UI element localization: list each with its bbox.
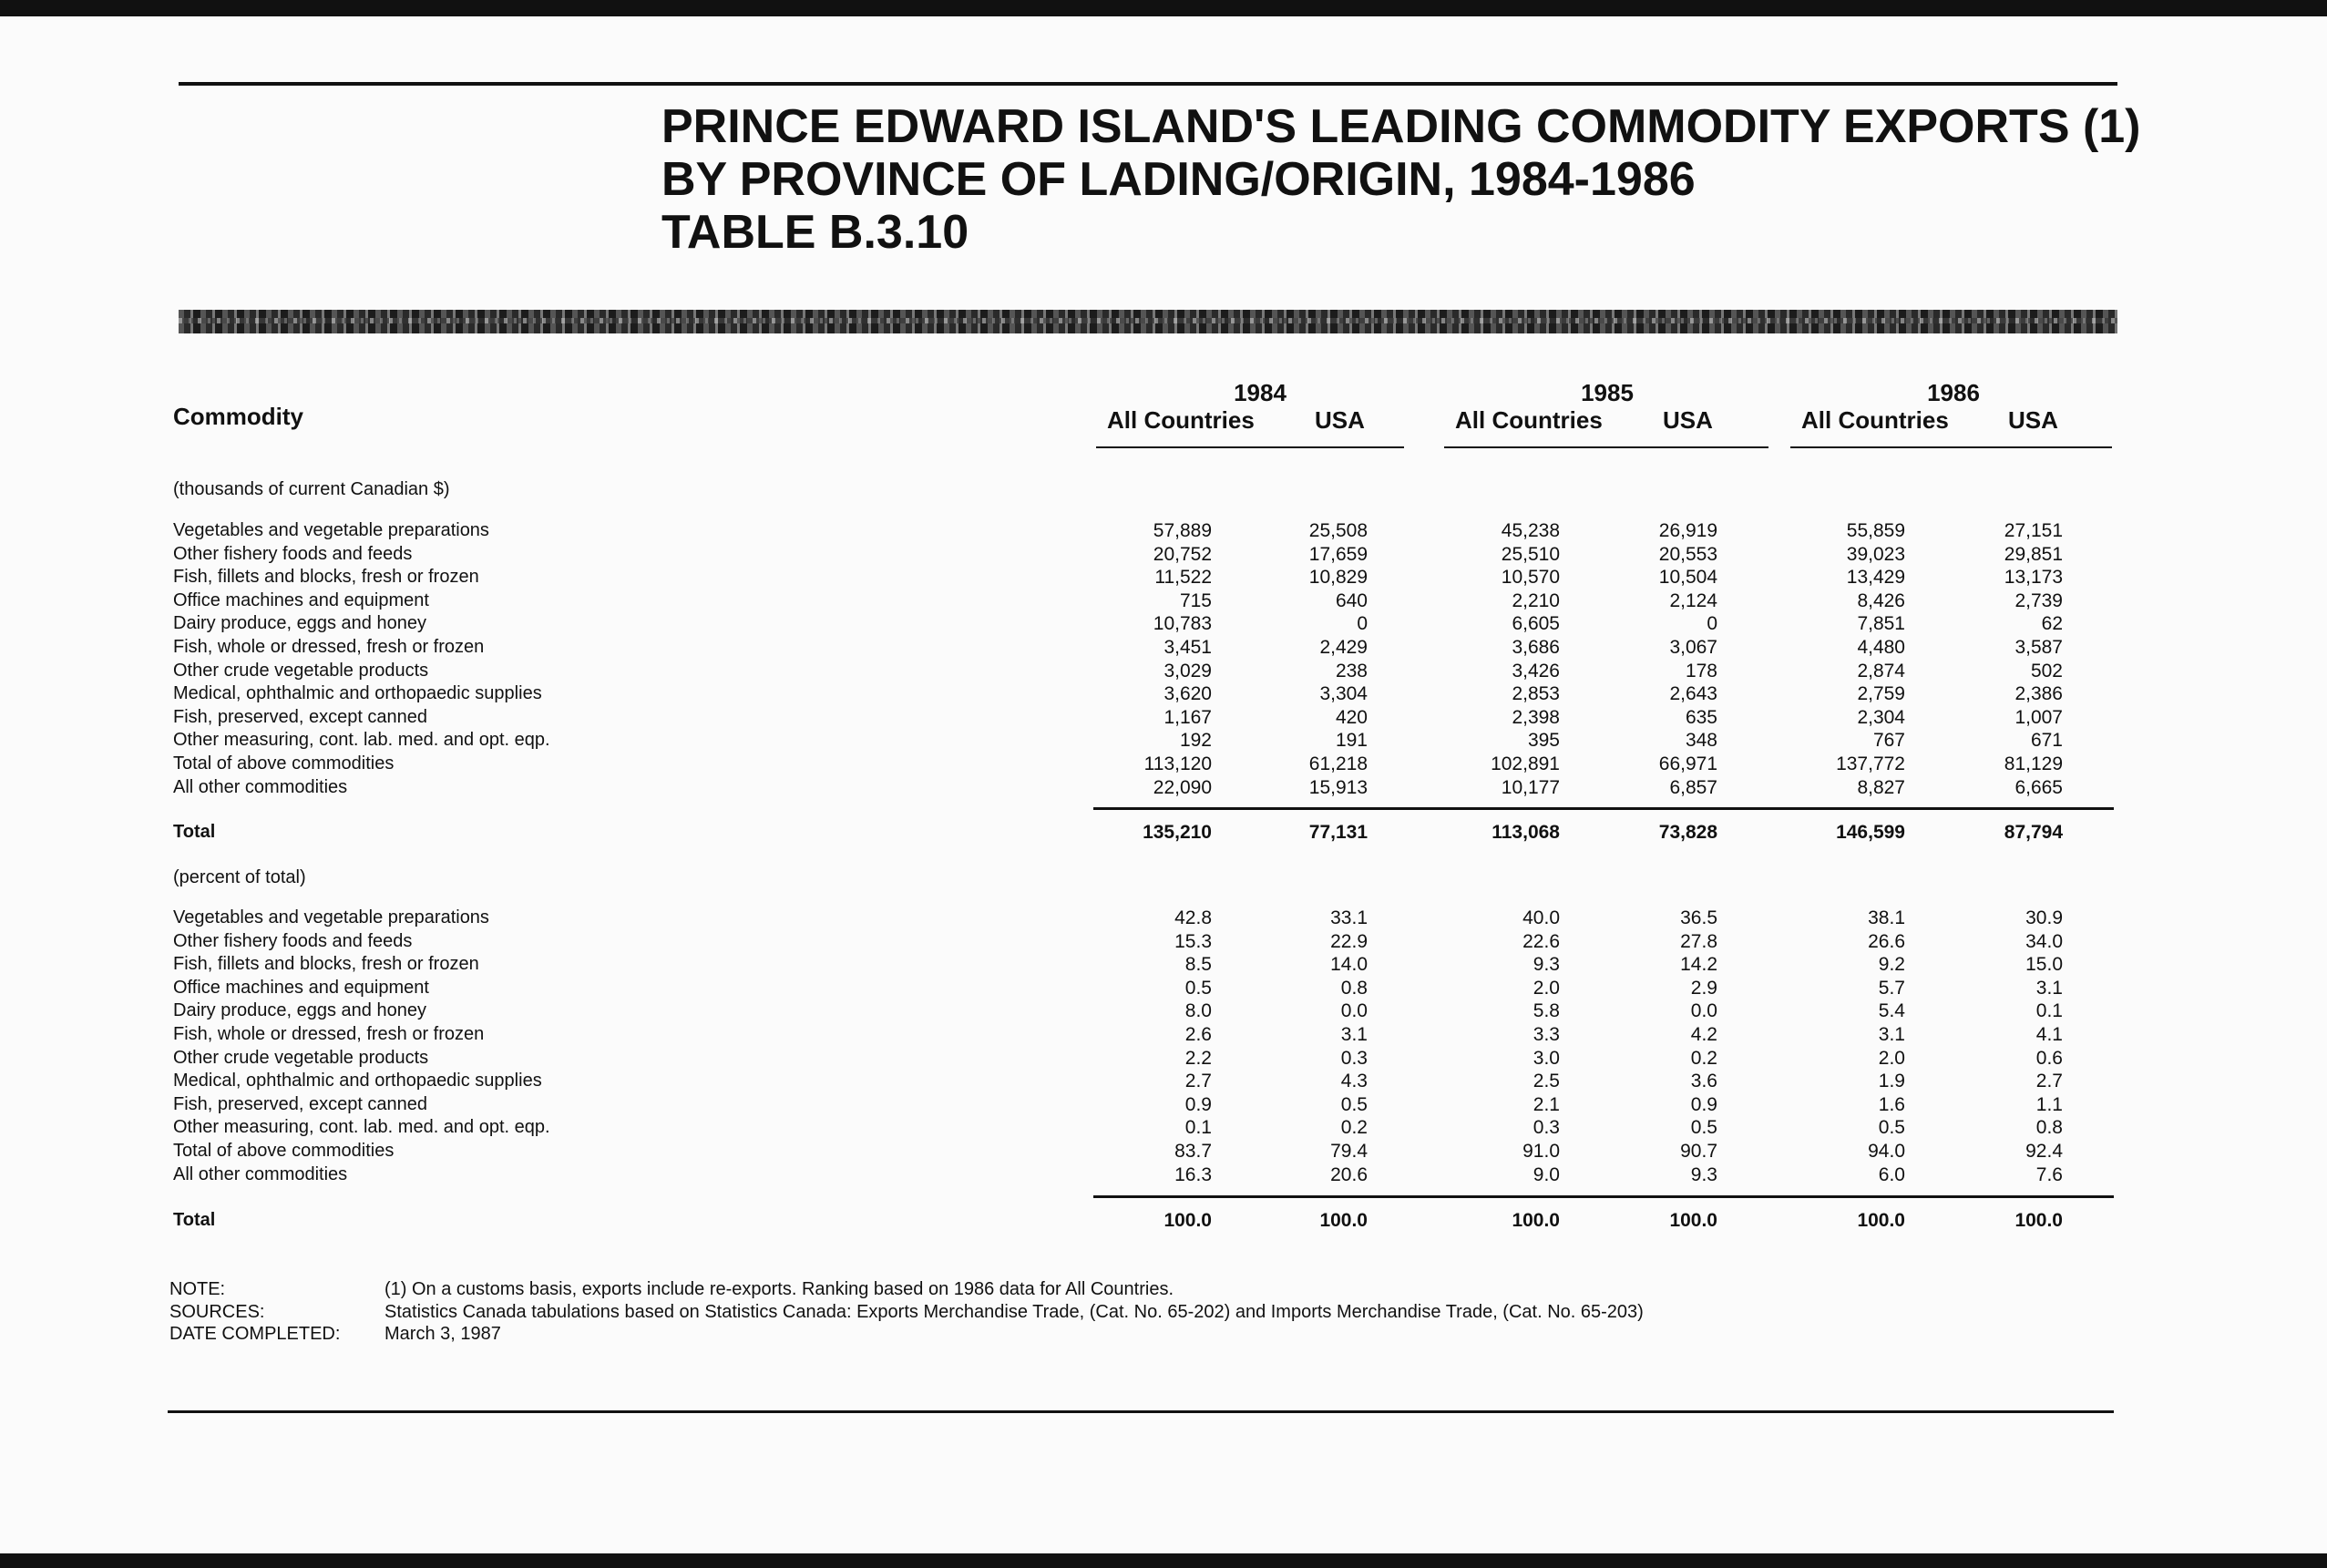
subheader-all-countries-1985: All Countries	[1455, 406, 1603, 434]
commodity-row-label: Dairy produce, eggs and honey	[173, 613, 426, 633]
value-cell-all-countries-1984: 0.1	[1184, 1117, 1212, 1138]
table-title	[661, 100, 2141, 259]
value-cell-all-countries-1984: 2.6	[1184, 1024, 1212, 1045]
value-cell-all-countries-1986: 1.9	[1878, 1071, 1905, 1091]
value-cell-all-countries-1985: 10,177	[1501, 777, 1560, 798]
value-cell-all-countries-1984: 20,752	[1153, 544, 1212, 565]
commodity-row-label: Other crude vegetable products	[173, 1048, 429, 1068]
value-cell-all-countries-1984: 11,522	[1154, 567, 1212, 588]
commodity-row-label: Other fishery foods and feeds	[173, 544, 413, 564]
value-cell-all-countries-1985: 22.6	[1522, 931, 1560, 952]
commodity-row-label: Medical, ophthalmic and orthopaedic supplies	[173, 683, 542, 703]
year-header-1984: 1984	[1234, 379, 1287, 406]
value-cell-all-countries-1984: 2.7	[1184, 1071, 1212, 1091]
value-cell-all-countries-1985: 5.8	[1533, 1000, 1560, 1021]
commodity-row-label: Other measuring, cont. lab. med. and opt. eqp.	[173, 1117, 550, 1137]
value-cell-usa-1984: 2,429	[1319, 637, 1368, 658]
commodity-row-label: Other fishery foods and feeds	[173, 931, 413, 951]
commodity-row-label: Fish, fillets and blocks, fresh or frozen	[173, 954, 479, 974]
value-cell-usa-1985: 0.2	[1690, 1048, 1717, 1069]
total-row-label: Total	[173, 822, 216, 842]
value-cell-all-countries-1986: 8,426	[1857, 590, 1905, 611]
sources-label: SOURCES:	[169, 1302, 265, 1322]
commodity-row-label: All other commodities	[173, 777, 348, 797]
value-cell-all-countries-1986: 9.2	[1878, 954, 1905, 975]
value-cell-usa-1985: 66,971	[1658, 753, 1717, 774]
value-cell-all-countries-1986: 6.0	[1878, 1164, 1905, 1185]
value-cell-usa-1984: 25,508	[1308, 520, 1368, 541]
value-cell-all-countries-1985: 3,686	[1512, 637, 1560, 658]
value-cell-usa-1984: 0.2	[1340, 1117, 1368, 1138]
total-cell-all-countries-1986: 100.0	[1857, 1210, 1905, 1231]
value-cell-usa-1986: 0.1	[2035, 1000, 2063, 1021]
value-cell-all-countries-1986: 13,429	[1846, 567, 1905, 588]
value-cell-usa-1986: 4.1	[2035, 1024, 2063, 1045]
title-line-1: PRINCE EDWARD ISLAND'S LEADING COMMODITY EXPORTS (1)	[661, 100, 2141, 153]
value-cell-usa-1986: 1,007	[2014, 707, 2063, 728]
value-cell-usa-1986: 3.1	[2035, 978, 2063, 999]
value-cell-all-countries-1986: 5.7	[1878, 978, 1905, 999]
value-cell-all-countries-1986: 2.0	[1878, 1048, 1905, 1069]
value-cell-all-countries-1985: 40.0	[1522, 907, 1560, 928]
value-cell-usa-1984: 17,659	[1308, 544, 1368, 565]
value-cell-all-countries-1985: 25,510	[1501, 544, 1560, 565]
scan-bottom-border	[0, 1553, 2327, 1568]
value-cell-usa-1985: 0.5	[1690, 1117, 1717, 1138]
header-underline-1985	[1444, 446, 1768, 448]
value-cell-usa-1984: 0.0	[1340, 1000, 1368, 1021]
value-cell-all-countries-1985: 45,238	[1501, 520, 1560, 541]
value-cell-usa-1985: 178	[1685, 661, 1717, 682]
value-cell-all-countries-1986: 7,851	[1857, 613, 1905, 634]
value-cell-all-countries-1985: 0.3	[1533, 1117, 1560, 1138]
value-cell-usa-1984: 14.0	[1330, 954, 1368, 975]
value-cell-all-countries-1985: 102,891	[1491, 753, 1560, 774]
value-cell-usa-1985: 0	[1707, 613, 1717, 634]
value-cell-usa-1986: 13,173	[2004, 567, 2063, 588]
value-cell-all-countries-1986: 767	[1872, 730, 1905, 751]
subheader-all-countries-1986: All Countries	[1801, 406, 1949, 434]
value-cell-usa-1984: 20.6	[1330, 1164, 1368, 1185]
value-cell-all-countries-1986: 5.4	[1878, 1000, 1905, 1021]
value-cell-usa-1984: 420	[1335, 707, 1368, 728]
value-cell-usa-1986: 3,587	[2014, 637, 2063, 658]
commodity-row-label: Fish, fillets and blocks, fresh or frozen	[173, 567, 479, 587]
commodity-row-label: Vegetables and vegetable preparations	[173, 907, 489, 927]
value-cell-usa-1986: 1.1	[2035, 1094, 2063, 1115]
value-cell-usa-1984: 238	[1335, 661, 1368, 682]
subheader-usa-1985: USA	[1663, 406, 1713, 434]
total-rule-dollars	[1093, 807, 2114, 810]
value-cell-all-countries-1984: 0.5	[1184, 978, 1212, 999]
total-cell-usa-1985: 73,828	[1658, 822, 1717, 843]
value-cell-all-countries-1986: 26.6	[1868, 931, 1905, 952]
value-cell-all-countries-1985: 2.5	[1533, 1071, 1560, 1091]
value-cell-usa-1984: 640	[1335, 590, 1368, 611]
total-cell-usa-1986: 100.0	[2014, 1210, 2063, 1231]
value-cell-usa-1985: 0.0	[1690, 1000, 1717, 1021]
value-cell-all-countries-1985: 91.0	[1522, 1141, 1560, 1162]
value-cell-usa-1986: 30.9	[2025, 907, 2063, 928]
commodity-row-label: Medical, ophthalmic and orthopaedic supplies	[173, 1071, 542, 1091]
subheader-all-countries-1984: All Countries	[1107, 406, 1255, 434]
scan-top-border	[0, 0, 2327, 16]
value-cell-all-countries-1985: 10,570	[1501, 567, 1560, 588]
value-cell-usa-1986: 671	[2030, 730, 2063, 751]
value-cell-usa-1985: 26,919	[1658, 520, 1717, 541]
commodity-row-label: Fish, preserved, except canned	[173, 1094, 428, 1114]
commodity-row-label: All other commodities	[173, 1164, 348, 1184]
value-cell-all-countries-1986: 8,827	[1857, 777, 1905, 798]
value-cell-usa-1984: 0.8	[1340, 978, 1368, 999]
value-cell-usa-1986: 2,386	[2014, 683, 2063, 704]
value-cell-all-countries-1984: 3,451	[1164, 637, 1212, 658]
value-cell-all-countries-1984: 0.9	[1184, 1094, 1212, 1115]
unit-note-percent: (percent of total)	[173, 867, 306, 887]
value-cell-usa-1985: 348	[1685, 730, 1717, 751]
value-cell-usa-1984: 79.4	[1330, 1141, 1368, 1162]
value-cell-all-countries-1985: 3.3	[1533, 1024, 1560, 1045]
value-cell-all-countries-1985: 395	[1527, 730, 1560, 751]
value-cell-usa-1985: 3,067	[1669, 637, 1717, 658]
value-cell-all-countries-1985: 2,398	[1512, 707, 1560, 728]
value-cell-usa-1986: 2.7	[2035, 1071, 2063, 1091]
value-cell-usa-1985: 6,857	[1669, 777, 1717, 798]
value-cell-usa-1984: 0	[1357, 613, 1368, 634]
value-cell-all-countries-1984: 16.3	[1174, 1164, 1212, 1185]
hatched-divider	[179, 310, 2117, 333]
value-cell-usa-1986: 92.4	[2025, 1141, 2063, 1162]
header-underline-1984	[1096, 446, 1404, 448]
subheader-usa-1986: USA	[2008, 406, 2058, 434]
value-cell-usa-1986: 62	[2041, 613, 2063, 634]
value-cell-all-countries-1985: 2,853	[1512, 683, 1560, 704]
value-cell-all-countries-1984: 83.7	[1174, 1141, 1212, 1162]
value-cell-all-countries-1986: 2,874	[1857, 661, 1905, 682]
value-cell-usa-1984: 61,218	[1308, 753, 1368, 774]
value-cell-all-countries-1986: 3.1	[1878, 1024, 1905, 1045]
commodity-row-label: Total of above commodities	[173, 1141, 395, 1161]
value-cell-usa-1985: 10,504	[1658, 567, 1717, 588]
total-cell-usa-1985: 100.0	[1669, 1210, 1717, 1231]
value-cell-usa-1985: 2,643	[1669, 683, 1717, 704]
value-cell-all-countries-1985: 6,605	[1512, 613, 1560, 634]
value-cell-usa-1986: 81,129	[2004, 753, 2063, 774]
value-cell-usa-1986: 34.0	[2025, 931, 2063, 952]
value-cell-all-countries-1986: 1.6	[1878, 1094, 1905, 1115]
value-cell-all-countries-1986: 137,772	[1836, 753, 1905, 774]
total-cell-usa-1984: 77,131	[1308, 822, 1368, 843]
unit-note-dollars: (thousands of current Canadian $)	[173, 479, 450, 499]
value-cell-usa-1984: 10,829	[1308, 567, 1368, 588]
value-cell-usa-1984: 3.1	[1340, 1024, 1368, 1045]
value-cell-usa-1985: 3.6	[1690, 1071, 1717, 1091]
commodity-row-label: Office machines and equipment	[173, 978, 429, 998]
value-cell-usa-1985: 2,124	[1669, 590, 1717, 611]
value-cell-all-countries-1985: 2,210	[1512, 590, 1560, 611]
commodity-row-label: Fish, whole or dressed, fresh or frozen	[173, 637, 485, 657]
value-cell-all-countries-1986: 55,859	[1846, 520, 1905, 541]
commodity-row-label: Vegetables and vegetable preparations	[173, 520, 489, 540]
value-cell-all-countries-1984: 1,167	[1164, 707, 1212, 728]
value-cell-usa-1984: 191	[1335, 730, 1368, 751]
value-cell-all-countries-1985: 2.1	[1533, 1094, 1560, 1115]
total-cell-all-countries-1984: 100.0	[1164, 1210, 1212, 1231]
value-cell-all-countries-1984: 8.0	[1184, 1000, 1212, 1021]
value-cell-usa-1985: 635	[1685, 707, 1717, 728]
value-cell-all-countries-1986: 38.1	[1868, 907, 1905, 928]
value-cell-all-countries-1984: 10,783	[1153, 613, 1212, 634]
value-cell-all-countries-1984: 8.5	[1184, 954, 1212, 975]
sources-text: Statistics Canada tabulations based on Statistics Canada: Exports Merchandise Trade, (Cat. No. 65-202) and Imports Merchandise Trade, (Cat. No. 65-203)	[384, 1302, 1644, 1322]
top-rule	[179, 82, 2117, 86]
value-cell-all-countries-1985: 9.0	[1533, 1164, 1560, 1185]
date-completed-label: DATE COMPLETED:	[169, 1324, 341, 1344]
value-cell-all-countries-1984: 15.3	[1174, 931, 1212, 952]
commodity-row-label: Total of above commodities	[173, 753, 395, 774]
total-cell-all-countries-1984: 135,210	[1143, 822, 1212, 843]
value-cell-usa-1985: 27.8	[1680, 931, 1717, 952]
title-line-2: BY PROVINCE OF LADING/ORIGIN, 1984-1986	[661, 153, 1696, 206]
total-cell-usa-1984: 100.0	[1319, 1210, 1368, 1231]
value-cell-all-countries-1986: 94.0	[1868, 1141, 1905, 1162]
value-cell-usa-1985: 4.2	[1690, 1024, 1717, 1045]
value-cell-usa-1986: 7.6	[2035, 1164, 2063, 1185]
value-cell-all-countries-1986: 0.5	[1878, 1117, 1905, 1138]
value-cell-usa-1986: 6,665	[2014, 777, 2063, 798]
total-rule-percent	[1093, 1195, 2114, 1198]
commodity-row-label: Other measuring, cont. lab. med. and opt. eqp.	[173, 730, 550, 750]
value-cell-usa-1985: 90.7	[1680, 1141, 1717, 1162]
value-cell-usa-1984: 22.9	[1330, 931, 1368, 952]
value-cell-usa-1984: 15,913	[1308, 777, 1368, 798]
bottom-rule	[168, 1410, 2114, 1413]
value-cell-usa-1986: 0.6	[2035, 1048, 2063, 1069]
commodity-row-label: Fish, preserved, except canned	[173, 707, 428, 727]
value-cell-all-countries-1985: 3,426	[1512, 661, 1560, 682]
value-cell-usa-1984: 33.1	[1330, 907, 1368, 928]
value-cell-all-countries-1984: 3,029	[1164, 661, 1212, 682]
note-label: NOTE:	[169, 1279, 226, 1299]
value-cell-all-countries-1986: 4,480	[1857, 637, 1905, 658]
year-header-1986: 1986	[1927, 379, 1980, 406]
value-cell-all-countries-1984: 192	[1179, 730, 1212, 751]
value-cell-usa-1986: 27,151	[2004, 520, 2063, 541]
total-cell-all-countries-1986: 146,599	[1836, 822, 1905, 843]
total-cell-all-countries-1985: 100.0	[1512, 1210, 1560, 1231]
year-header-1985: 1985	[1581, 379, 1634, 406]
commodity-row-label: Dairy produce, eggs and honey	[173, 1000, 426, 1020]
value-cell-all-countries-1984: 57,889	[1153, 520, 1212, 541]
value-cell-all-countries-1985: 3.0	[1533, 1048, 1560, 1069]
value-cell-usa-1985: 14.2	[1680, 954, 1717, 975]
value-cell-all-countries-1985: 9.3	[1533, 954, 1560, 975]
value-cell-all-countries-1984: 715	[1179, 590, 1212, 611]
value-cell-usa-1985: 2.9	[1690, 978, 1717, 999]
value-cell-usa-1985: 9.3	[1690, 1164, 1717, 1185]
value-cell-all-countries-1984: 113,120	[1143, 753, 1212, 774]
value-cell-usa-1985: 36.5	[1680, 907, 1717, 928]
commodity-row-label: Office machines and equipment	[173, 590, 429, 610]
commodity-header: Commodity	[173, 403, 303, 430]
total-cell-usa-1986: 87,794	[2004, 822, 2063, 843]
title-line-3: TABLE B.3.10	[661, 206, 969, 259]
value-cell-usa-1986: 29,851	[2004, 544, 2063, 565]
value-cell-usa-1984: 0.5	[1340, 1094, 1368, 1115]
value-cell-all-countries-1984: 22,090	[1153, 777, 1212, 798]
commodity-row-label: Fish, whole or dressed, fresh or frozen	[173, 1024, 485, 1044]
value-cell-usa-1984: 0.3	[1340, 1048, 1368, 1069]
total-cell-all-countries-1985: 113,068	[1492, 822, 1560, 843]
date-completed-text: March 3, 1987	[384, 1324, 501, 1344]
value-cell-usa-1986: 15.0	[2025, 954, 2063, 975]
value-cell-all-countries-1986: 2,759	[1857, 683, 1905, 704]
value-cell-usa-1984: 3,304	[1319, 683, 1368, 704]
note-text: (1) On a customs basis, exports include re-exports. Ranking based on 1986 data for All Countries.	[384, 1279, 1174, 1299]
total-row-label: Total	[173, 1210, 216, 1230]
value-cell-all-countries-1986: 39,023	[1846, 544, 1905, 565]
commodity-row-label: Other crude vegetable products	[173, 661, 429, 681]
value-cell-usa-1985: 20,553	[1658, 544, 1717, 565]
value-cell-all-countries-1984: 3,620	[1164, 683, 1212, 704]
value-cell-usa-1986: 2,739	[2014, 590, 2063, 611]
value-cell-usa-1986: 0.8	[2035, 1117, 2063, 1138]
value-cell-usa-1985: 0.9	[1690, 1094, 1717, 1115]
value-cell-all-countries-1984: 42.8	[1174, 907, 1212, 928]
value-cell-all-countries-1985: 2.0	[1533, 978, 1560, 999]
subheader-usa-1984: USA	[1315, 406, 1365, 434]
header-underline-1986	[1790, 446, 2112, 448]
value-cell-usa-1984: 4.3	[1340, 1071, 1368, 1091]
value-cell-all-countries-1984: 2.2	[1184, 1048, 1212, 1069]
value-cell-all-countries-1986: 2,304	[1857, 707, 1905, 728]
value-cell-usa-1986: 502	[2030, 661, 2063, 682]
